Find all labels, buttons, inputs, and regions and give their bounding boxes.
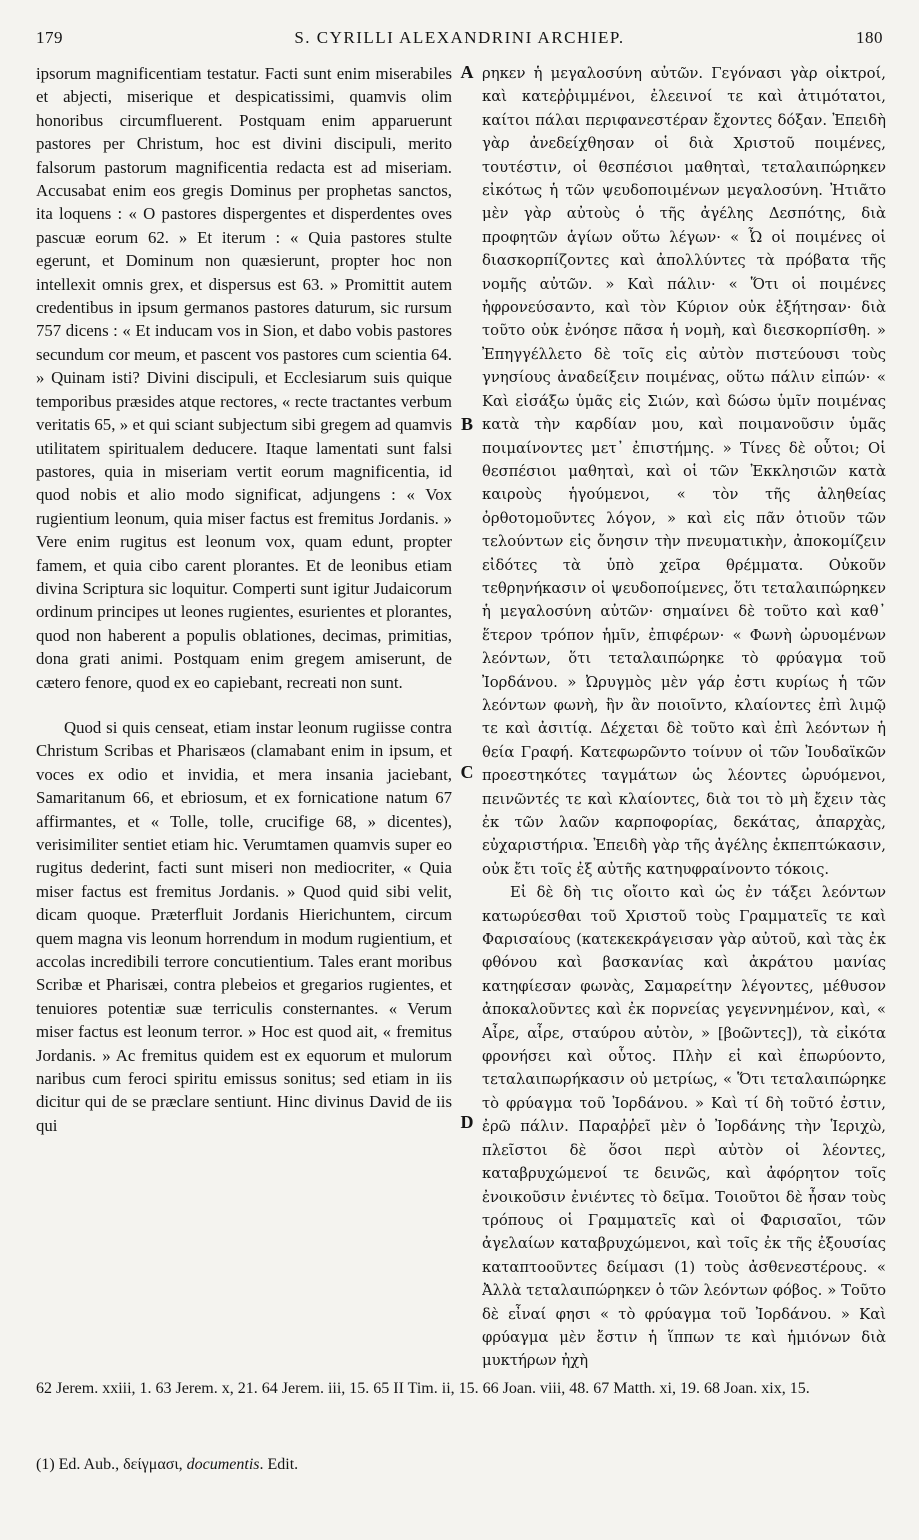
footnote-references: 62 Jerem. xxiii, 1. 63 Jerem. x, 21. 64 Jerem. iii, 15. 65 II Tim. ii, 15. 66 Joan. viii, 48. 67 Matth. xi, 19. 68 Joan. xix, 15. (36, 1380, 810, 1397)
latin-paragraph-1: ipsorum magnificentiam testatur. Facti sunt enim miserabiles et abjecti, miserique et despicatissimi, quamvis olim honoribus circumfluerent. Postquam enim apparuerunt pastores per Christum, hoc est divini discipuli, merito falsorum pastorum magnificentia redacta est ad miseriam. Accusabat enim eos gregis Dominus per prophetas sanctos, ita loquens : « O pastores dispergentes et disperdentes oves pascuæ eorum 62. » Et iterum : « Quia pastores stulte egerunt, et Dominum non quæsierunt, propter hoc non intellexit omnis grex, et dispersus est 63. » Promittit autem credentibus in ipsum germanos pastores daturum, sic rursum 757 dicens : « Et inducam vos in Sion, et dabo vobis pastores secundum cor meum, et pascent vos pastores cum scientia 64. » Quinam isti? Divini discipuli, et Ecclesiarum suis quique temporibus præsides atque rectores, « recte tractantes verbum veritatis 65, » et qui sciant subjectum sibi gregem ad quamvis utilitatem spiritualem deducere. Itaque lamentati sunt falsi pastores, quia in miseriam vertit eorum magnificentia, id quod nobis et alio modo significat, adjungens : « Vox rugientium leonum, quia miser factus est fremitus Jordanis. » Vere enim rugitus est leonum vox, quam edunt, propter famem, et quia cibo carent plorantes. Et de leonibus etiam divina Scriptura sic loquitur. Comperti sunt igitur Judaicorum ordinum principes ut leones rugientes, esurientes et plorantes, quod non haberent a populis oblationes, decimas, primitias, dona grati animi. Postquam enim gregem amiserunt, de cætero fenore, quod ex eo capiebant, recreati non sunt. (36, 64, 452, 692)
footnotes (36, 1378, 883, 1400)
latin-paragraph-2: Quod si quis censeat, etiam instar leonum rugiisse contra Christum Scribas et Pharisæos (clamabant enim in ipsum, et voces ex odio et invidia, et mera insania jaciebant, Samaritanum 66, et ebriosum, et ex fornicatione natum 67 affirmantes, et « Tolle, tolle, crucifige 68, » dicentes), verisimiliter sentiet etiam hic. Verumtamen quamvis super eo rugitus dederint, facti sunt miseri non mediocriter, « Quia miser factus est fremitus Jordanis. » Quod quid sibi velit, dicam quoque. Præterfluit Jordanis Hierichuntem, circum quem magna vis leonum horrendum in modum rugientium, et accolas incredibili terrore concutientium. Tales erant moribus Scribæ et Pharisæi, contra plebeios et gregarios rugientes, et tenuiores potentiæ suæ terriculis consternantes. « Verum miser factus est leonum terror. » Hoc est quod ait, « fremitus Jordanis. » Ac fremitus quidem est ex equorum et mulorum naribus cum feroci spiritu emissus sonitus; sed etiam in iis dicitur qui de se præclare sentiunt. Hinc divinus David de iis qui (36, 717, 452, 1135)
editorial-note-italic: documentis (186, 1456, 260, 1473)
margin-marker-c: C (460, 762, 474, 782)
column-gutter (466, 60, 467, 1370)
page-number-right: 180 (856, 28, 883, 47)
running-title: S. CYRILLI ALEXANDRINI ARCHIEP. (294, 28, 625, 47)
greek-column (482, 62, 886, 1370)
latin-column (36, 62, 452, 1370)
greek-paragraph-1: ρηκεν ἡ μεγαλοσύνη αὐτῶν. Γεγόνασι γὰρ οἰκτροί, καὶ κατεῤῥιμμένοι, ἐλεεινοί τε καὶ ἀτιμότατοι, καίτοι πάλαι περιφανεστέραν ἔχοντες δόξαν. Ἐπειδὴ γὰρ ἀνεδείχθησαν οἱ διὰ Χριστοῦ ποιμένες, τουτέστιν, οἱ θεσπέσιοι μαθηταὶ, τεταλαιπώρηκεν εἰκότως ἡ τῶν ψευδοποιμένων μεγαλοσύνη. Ἠτιᾶτο μὲν γὰρ αὐτοὺς ὁ τῆς ἀγέλης Δεσπότης, διὰ προφητῶν ἁγίων οὕτω λέγων· « Ὦ οἱ ποιμένες οἱ διασκορπίζοντες καὶ ἀπολλύντες τὰ πρόβατα τῆς νομῆς αὐτῶν. » Καὶ πάλιν· « Ὅτι οἱ ποιμένες ἠφρονεύσαντο, καὶ τὸν Κύριον οὐκ ἐξήτησαν· διὰ τοῦτο οὐκ ἐνόησε πᾶσα ἡ νομὴ, καὶ διεσκορπίσθη. » Ἐπηγγέλλετο δὲ τοῖς εἰς αὐτὸν πιστεύουσι τοὺς γνησίους ἀναδείξειν ποιμένας, οὕτω πάλιν εἰπών· « Καὶ εἰσάξω ὑμᾶς εἰς Σιών, καὶ δώσω ὑμῖν ποιμένας κατὰ τὴν καρδίαν μου, καὶ ποιμανοῦσιν ὑμᾶς ποιμαίνοντες μετ᾿ ἐπιστήμης. » Τίνες δὲ οὗτοι; Οἱ θεσπέσιοι μαθηταὶ, καὶ οἱ τῶν Ἐκκλησιῶν κατὰ καιροὺς ἡγούμενοι, « τὸν τῆς ἀληθείας ὀρθοτομοῦντες λόγον, » καὶ εἰς πᾶν ὁτιοῦν τῶν τελούντων εἰς ὄνησιν τὴν πνευματικὴν, ἀποκομίζειν εἰδότες τὰ ὑπὸ χεῖρα θρέμματα. Οὐκοῦν τεθρηνήκασιν οἱ ψευδοποίμενες, ὅτι τεταλαιπώρηκεν ἡ μεγαλοσύνη αὐτῶν· σημαίνει δὲ τοῦτο καὶ καθ᾿ ἕτερον τρόπον ἡμῖν, ἐπιφέρων· « Φωνὴ ὠρυομένων λεόντων, ὅτι τεταλαιπώρηκε τὸ φρύαγμα τοῦ Ἰορδάνου. » Ὠρυγμὸς μὲν γάρ ἐστι κυρίως ἡ τῶν λεόντων φωνὴ, ἣν ἂν ποιοῖντο, κλαίοντες ἐπὶ λιμῷ τε καὶ ἀσιτίᾳ. Δέχεται δὲ τοῦτο καὶ ἐπὶ λεόντων ἡ θεία Γραφή. Κατεφωρῶντο τοίνυν οἱ τῶν Ἰουδαϊκῶν προεστηκότες ταγμάτων ὡς λέοντες ὠρυόμενοι, πεινῶντές τε καὶ κλαίοντες, διὰ τοι τὸ μὴ ἔχειν τὰς ἐκ τῶν λαῶν καρποφορίας, δεκάτας, ἀπαρχὰς, εὐχαριστήρια. Ἐπειδὴ γὰρ τῆς ἀγέλης ἐκπεπτώκασιν, οὐκ ἔτι τοῖς ἐξ αὐτῆς κατηυφραίνοντο τόκοις. (482, 65, 886, 878)
editorial-note-prefix: (1) Ed. Aub., δείγμασι, (36, 1456, 187, 1473)
greek-paragraph-2: Εἰ δὲ δὴ τις οἴοιτο καὶ ὡς ἐν τάξει λεόντων κατωρύεσθαι τοῦ Χριστοῦ τοὺς Γραμματεῖς τε καὶ Φαρισαίους (κατεκεκράγεισαν γὰρ αὐτοῦ, καὶ τὰς ἐκ φθόνου καὶ βασκανίας καὶ ἀκράτου μανίας κατηφίεσαν φωνὰς, Σαμαρείτην λέγοντες, μέθυσον ἀποκαλοῦντες καὶ ἐκ πορνείας γεγεννημένον, καὶ, « Αἶρε, αἶρε, σταύρου αὐτὸν, » [βοῶντες]), τὰ εἰκότα φρονήσει καὶ οὗτος. Πλὴν εἰ καὶ ἐπωρύοντο, τεταλαιπωρήκασιν οὐ μετρίως, « Ὅτι τεταλαιπώρηκε τὸ φρύαγμα τοῦ Ἰορδάνου. » Καὶ τί δὴ τοῦτό ἐστιν, ἐρῶ πάλιν. Παραῤῥεῖ μὲν ὁ Ἰορδάνης τὴν Ἱεριχὼ, πλεῖστοι δὲ ὅσοι περὶ αὐτὸν οἱ λέοντες, καταβρυχώμενοί τε δεινῶς, καὶ ἀφόρητον τοῖς ἐνοικοῦσιν ἐνιέντες τὸ δεῖμα. Τοιοῦτοι δὲ ἦσαν τοὺς τρόπους οἱ Γραμματεῖς καὶ οἱ Φαρισαῖοι, τῶν ἀγελαίων καταβρυχώμενοι, καὶ τοῖς ἐκ τῆς ἐξουσίας καταπτοοῦντες δείμασι (1) τοὺς ἀσθενεστέρους. « Ἀλλὰ τεταλαιπώρηκεν ὁ τῶν λεόντων φόβος. » Τοῦτο δὲ εἶναί φησι « τὸ φρύαγμα τοῦ Ἰορδάνου. » Καὶ φρύαγμα μὲν ἔστιν ἡ ἵππων τε καὶ ἡμιόνων διὰ μυκτήρων ἠχὴ (482, 884, 886, 1370)
page-number-left: 179 (36, 28, 63, 47)
margin-marker-a: A (460, 62, 474, 82)
running-header (36, 28, 883, 52)
editorial-note-suffix: . Edit. (259, 1456, 299, 1473)
margin-marker-d: D (460, 1112, 474, 1132)
margin-marker-b: B (460, 414, 473, 434)
editorial-note (36, 1456, 298, 1474)
